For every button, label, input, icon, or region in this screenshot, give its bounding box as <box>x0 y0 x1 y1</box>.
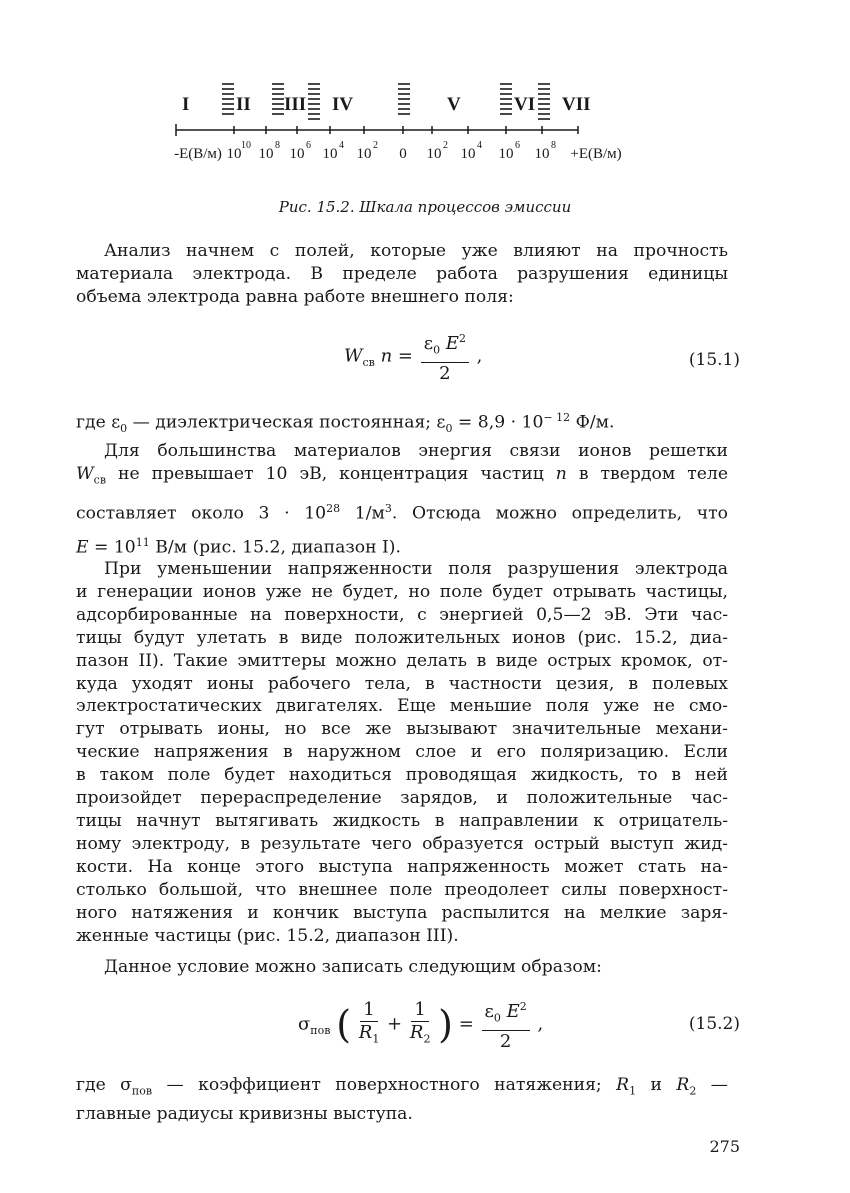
equation-15-2 <box>76 992 740 1062</box>
range-label-iv: IV <box>332 94 354 115</box>
p3-line-4: $E = 10^{11}$ В/м (рис. 15.2, диапазон I). <box>76 535 401 558</box>
band-4 <box>398 84 410 114</box>
eq1-fraction: $\frac{\varepsilon_0 E^2}{2}$ <box>421 328 469 385</box>
p3-line-2: $W_{св}$ не превышает 10 эВ, концентрация частиц n в твердом теле <box>76 463 728 487</box>
scale-axis <box>176 124 578 136</box>
p6-line-2: главные радиусы кривизны выступа. <box>76 1104 413 1125</box>
paragraph-3 <box>76 440 728 560</box>
p1-line-3: объема электрода равна работе внешнего поля: <box>76 286 514 307</box>
page-number: 275 <box>709 1137 740 1156</box>
scale-label-neg-e: -E(В/м) <box>174 146 222 162</box>
hatched-bands <box>222 84 550 119</box>
range-label-iii: III <box>284 94 307 115</box>
equation-15-1-number: (15.1) <box>688 350 740 370</box>
scale-exp-8: 6 <box>515 140 520 151</box>
equation-15-2-number: (15.2) <box>688 1014 740 1034</box>
scale-exp-5: 2 <box>373 140 378 151</box>
scale-label-zero: 0 <box>399 146 407 162</box>
equation-15-2-formula: $\sigma_{пов}$ ( $\frac{1}{R_1}$ + $\frac{1}{R_2}$ ) = $\frac{\varepsilon_0 E^2}{2}$ , <box>298 996 543 1053</box>
p1-line-1: Анализ начнем с полей, которые уже влияют на прочность <box>104 241 728 261</box>
scale-label-2: 10 <box>258 146 274 162</box>
range-label-ii: II <box>236 94 251 115</box>
scale-exp-4: 4 <box>339 140 344 151</box>
scale-label-8: 10 <box>498 146 514 162</box>
scale-exp-9: 8 <box>551 140 556 151</box>
scale-label-1: 10 <box>226 146 242 162</box>
band-1 <box>222 84 234 114</box>
emission-scale-svg <box>150 60 670 180</box>
scale-exp-6: 2 <box>443 140 448 151</box>
scale-label-3: 10 <box>289 146 305 162</box>
scale-exp-1: 10 <box>241 140 251 151</box>
figure-caption: Рис. 15.2. Шкала процессов эмиссии <box>278 198 572 216</box>
scale-exp-3: 6 <box>306 140 311 151</box>
paragraph-2: где $\varepsilon_0$ — диэлектрическая постоянная; $\varepsilon_0 = 8,9 \cdot 10^{- 12}$ Ф/м. <box>76 411 615 436</box>
scale-label-9: 10 <box>534 146 550 162</box>
band-3 <box>308 84 320 119</box>
p6-line-1: где $\sigma_{пов}$ — коэффициент поверхностного натяжения; $R_1$ и $R_2$ — <box>76 1075 728 1098</box>
equation-15-1 <box>76 328 740 388</box>
range-label-vi: VI <box>514 94 536 115</box>
band-2 <box>272 84 284 114</box>
p1-line-2: материала электрода. В пределе работа разрушения единицы <box>76 263 728 284</box>
p3-line-3: составляет около $3 \cdot 10^{28}$ $1/м^3$. Отсюда можно определить, что <box>76 502 728 524</box>
scale-label-7: 10 <box>460 146 476 162</box>
p3-line-1: Для большинства материалов энергия связи ионов решетки <box>104 441 728 461</box>
scale-exp-7: 4 <box>477 140 482 151</box>
paragraph-1 <box>76 240 728 309</box>
paragraph-5: Данное условие можно записать следующим образом: <box>104 957 602 977</box>
scale-label-5: 10 <box>356 146 372 162</box>
equation-15-1-formula: $W_{св}$ n = $\frac{\varepsilon_0 E^2}{2}$ , <box>344 328 482 385</box>
emission-scale-figure <box>150 60 670 180</box>
band-6 <box>538 84 550 119</box>
range-label-i: I <box>182 94 190 115</box>
scale-label-pos-e: +E(В/м) <box>570 146 622 162</box>
paragraph-4: При уменьшении напряженности поля разрушения электрода и генерации ионов уже не будет, но поле будет отрывать частицы, адсорбированные на поверхности, с энергией 0,5—2 эВ. Эти час- тицы будут улетать в виде положительных ионов (рис. 15.2, диа- пазон II). Такие эмиттеры можно делать в виде острых кромок, от- куда уходят ионы рабочего тела, в частности цезия, в полевых электростатических двигателях. Еще меньшие поля уже не смо- гут отрывать ионы, но все же вызывают значительные механи- ческие напряжения в наружном слое и его поляризацию. Если в таком поле будет находиться проводящая жидкость, то в ней произойдет перераспределение зарядов, и положительные час- тицы начнут вытягивать жидкость в направлении к отрицатель- ному электроду, в результате чего образуется острый выступ жид- кости. На конце этого выступа напряженность может стать на- столько большой, что внешнее поле преодолеет силы поверхност- ного натяжения и кончик выступа распылится на мелкие заря- женные частицы (рис. 15.2, диапазон III). <box>76 559 728 946</box>
range-label-vii: VII <box>562 94 591 115</box>
scale-label-6: 10 <box>426 146 442 162</box>
scale-label-4: 10 <box>322 146 338 162</box>
scale-exp-2: 8 <box>275 140 280 151</box>
range-label-v: V <box>447 94 461 115</box>
band-5 <box>500 84 512 114</box>
paragraph-6 <box>76 1074 728 1126</box>
